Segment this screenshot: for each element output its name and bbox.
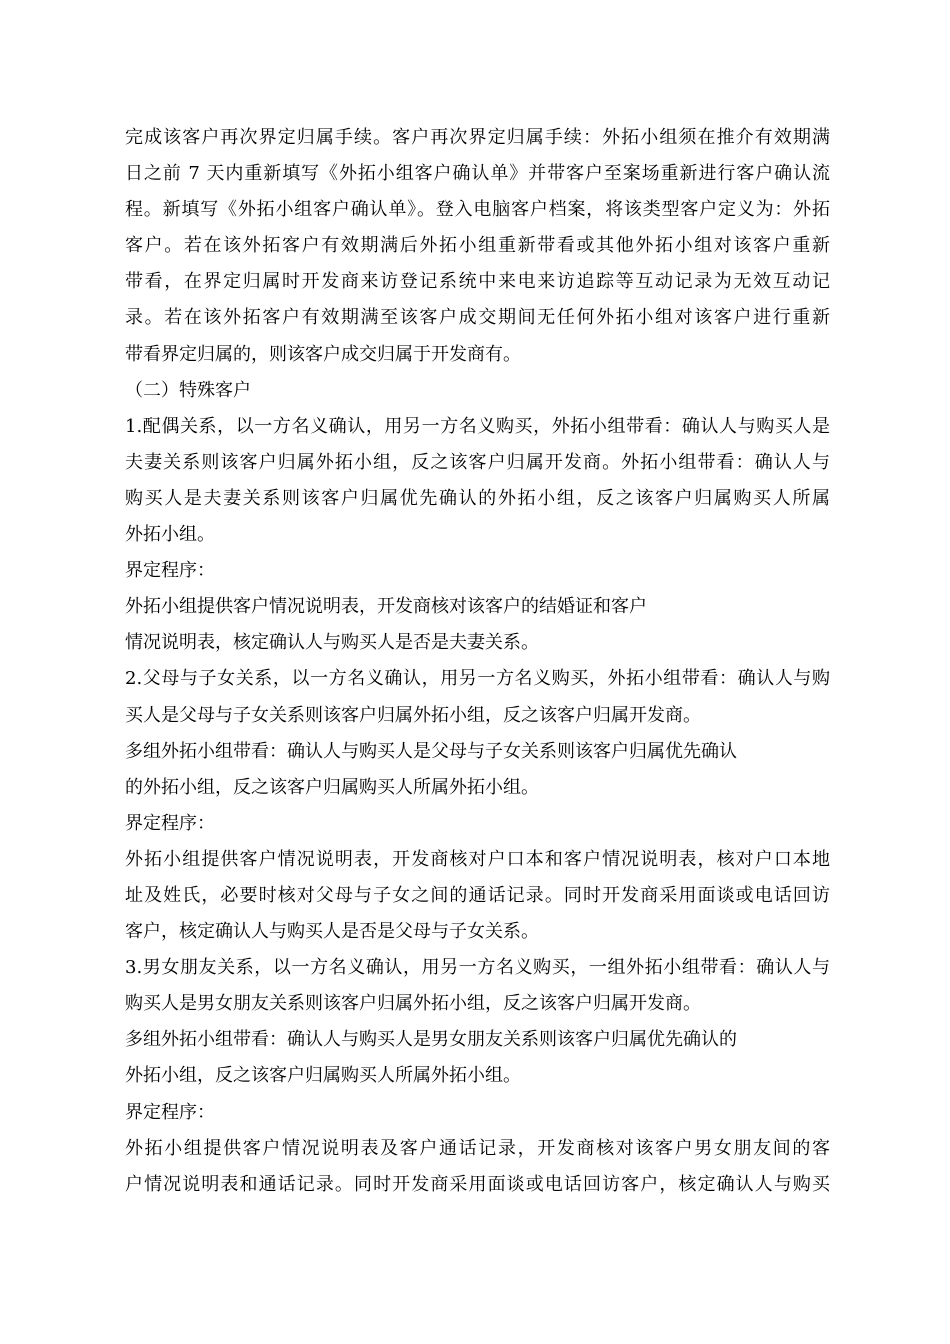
- text-line: 外拓小组提供客户情况说明表，开发商核对该客户的结婚证和客户: [125, 596, 647, 618]
- text-line: 1.配偶关系，以一方名义确认，用另一方名义购买，外拓小组带看：确认人与购买人是: [125, 415, 830, 437]
- text-line: 完成该客户再次界定归属手续。客户再次界定归属手续：外拓小组须在推介有效期满: [125, 127, 830, 148]
- text-line: 外拓小组提供客户情况说明表，开发商核对户口本和客户情况说明表，核对户口本地: [125, 848, 830, 870]
- text-line: （二）特殊客户: [125, 379, 251, 401]
- text-line: 多组外拓小组带看：确认人与购买人是父母与子女关系则该客户归属优先确认: [125, 740, 737, 762]
- text-line: 情况说明表，核定确认人与购买人是否是夫妻关系。: [125, 632, 539, 654]
- text-line: 户情况说明表和通话记录。同时开发商采用面谈或电话回访客户，核定确认人与购买: [125, 1173, 830, 1195]
- text-line: 客户。若在该外拓客户有效期满后外拓小组重新带看或其他外拓小组对该客户重新: [125, 235, 830, 257]
- text-line: 日之前 7 天内重新填写《外拓小组客户确认单》并带客户至案场重新进行客户确认流: [125, 163, 830, 185]
- text-line: 3.男女朋友关系，以一方名义确认，用另一方名义购买，一组外拓小组带看：确认人与: [125, 957, 830, 979]
- text-line: 的外拓小组，反之该客户归属购买人所属外拓小组。: [125, 776, 539, 798]
- text-line: 界定程序：: [125, 812, 215, 834]
- text-line: 外拓小组提供客户情况说明表及客户通话记录，开发商核对该客户男女朋友间的客: [125, 1137, 830, 1159]
- text-line: 外拓小组，反之该客户归属购买人所属外拓小组。: [125, 1065, 521, 1087]
- text-line: 多组外拓小组带看：确认人与购买人是男女朋友关系则该客户归属优先确认的: [125, 1029, 737, 1051]
- text-line: 购买人是男女朋友关系则该客户归属外拓小组，反之该客户归属开发商。: [125, 993, 701, 1015]
- text-line: 带看界定归属的，则该客户成交归属于开发商有。: [125, 343, 521, 365]
- text-line: 夫妻关系则该客户归属外拓小组，反之该客户归属开发商。外拓小组带看：确认人与: [125, 451, 830, 473]
- document-body: [125, 120, 830, 1203]
- text-line: 客户，核定确认人与购买人是否是父母与子女关系。: [125, 921, 539, 943]
- text-line: 录。若在该外拓客户有效期满至该客户成交期间无任何外拓小组对该客户进行重新: [125, 307, 830, 329]
- text-line: 买人是父母与子女关系则该客户归属外拓小组，反之该客户归属开发商。: [125, 704, 701, 726]
- text-line: 界定程序：: [125, 560, 215, 582]
- text-line: 界定程序：: [125, 1101, 215, 1123]
- text-line: 址及姓氏，必要时核对父母与子女之间的通话记录。同时开发商采用面谈或电话回访: [125, 884, 830, 906]
- text-line: 购买人是夫妻关系则该客户归属优先确认的外拓小组，反之该客户归属购买人所属: [125, 487, 830, 509]
- text-line: 外拓小组。: [125, 524, 215, 546]
- text-line: 程。新填写《外拓小组客户确认单》。登入电脑客户档案，将该类型客户定义为：外拓: [125, 199, 830, 221]
- text-line: 带看，在界定归属时开发商来访登记系统中来电来访追踪等互动记录为无效互动记: [125, 271, 830, 293]
- text-line: 2.父母与子女关系，以一方名义确认，用另一方名义购买，外拓小组带看：确认人与购: [125, 668, 830, 690]
